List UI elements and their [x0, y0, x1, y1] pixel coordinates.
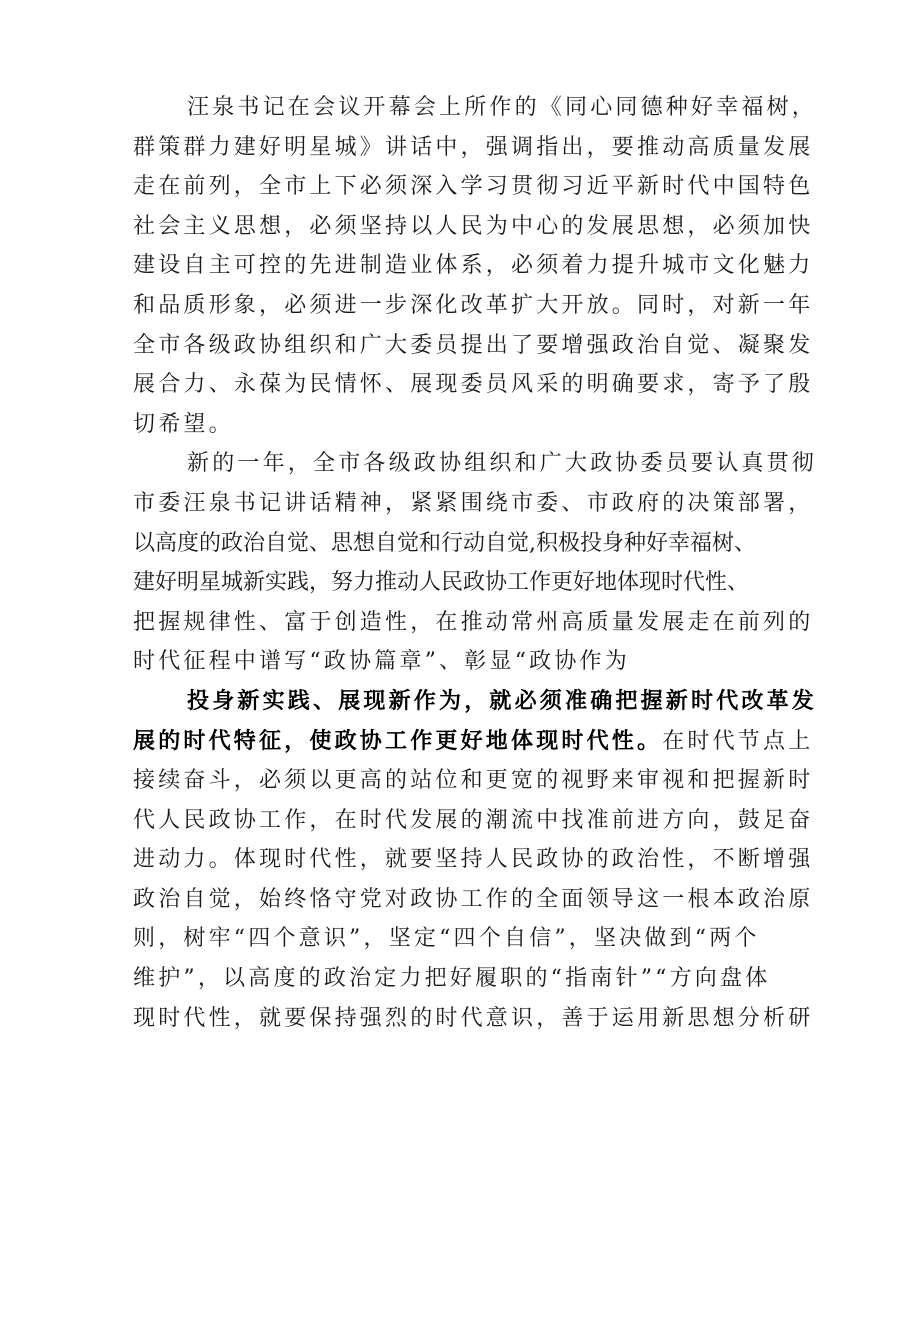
- text-line: 进动力。体现时代性，就要坚持人民政协的政治性，不断增强: [133, 847, 814, 873]
- text-line: 维护”，以高度的政治定力把好履职的“指南针”“方向盘体: [133, 966, 771, 992]
- text-line: 接续奋斗，必须以更高的站位和更宽的视野来审视和把握新时: [133, 768, 814, 794]
- text-line: 现时代性，就要保持强烈的时代意识，善于运用新思想分析研: [133, 1005, 814, 1031]
- text-line: 全市各级政协组织和广大委员提出了要增强政治自觉、凝聚发: [133, 332, 814, 358]
- text-line: 代人民政协工作，在时代发展的潮流中找准前进方向，鼓足奋: [133, 807, 814, 833]
- text-line: 走在前列，全市上下必须深入学习贯彻习近平新时代中国特色: [133, 174, 814, 200]
- text-line: 把握规律性、富于创造性，在推动常州高质量发展走在前列的: [133, 609, 814, 635]
- text-line: 市委汪泉书记讲话精神，紧紧围绕市委、市政府的决策部署，: [133, 490, 814, 516]
- paragraph-1: [133, 88, 818, 444]
- bold-lead-sentence-end: 展的时代特征，使政协工作更好地体现时代性。: [133, 728, 663, 754]
- text-line: 群策群力建好明星城》讲话中，强调指出，要推动高质量发展: [133, 134, 814, 160]
- text-line: 建设自主可控的先进制造业体系，必须着力提升城市文化魅力: [133, 253, 814, 279]
- text-line: 社会主义思想，必须坚持以人民为中心的发展思想，必须加快: [133, 213, 814, 239]
- paragraph-2: [133, 444, 818, 682]
- text-line: 和品质形象，必须进一步深化改革扩大开放。同时，对新一年: [133, 292, 814, 318]
- paragraph-3: [133, 682, 818, 1038]
- text-line: 建好明星城新实践，努力推动人民政协工作更好地体现时代性、: [133, 570, 750, 596]
- text-line: 政治自觉，始终恪守党对政协工作的全面领导这一根本政治原: [133, 886, 814, 912]
- text-line: 时代征程中谱写“政协篇章”、彰显“政协作为: [133, 649, 630, 675]
- text-line: 切希望。: [133, 411, 234, 437]
- text-line: 汪泉书记在会议开幕会上所作的《同心同德种好幸福树，: [187, 95, 818, 120]
- text-line: 则，树牢“四个意识”，坚定“四个自信”，坚决做到“两个: [133, 926, 760, 952]
- text-line: 展合力、永葆为民情怀、展现委员风采的明确要求，寄予了殷: [133, 372, 814, 398]
- text-run: 在时代节点上: [662, 728, 814, 754]
- text-line: 新的一年，全市各级政协组织和广大政协委员要认真贯彻: [187, 451, 818, 477]
- text-line-mixed: [133, 722, 814, 762]
- bold-lead-line: 投身新实践、展现新作为，就必须准确把握新时代改革发: [187, 688, 818, 714]
- document-body: [133, 88, 818, 1038]
- text-line: 以高度的政治自觉、思想自觉和行动自觉,积极投身种好幸福树、: [133, 530, 756, 556]
